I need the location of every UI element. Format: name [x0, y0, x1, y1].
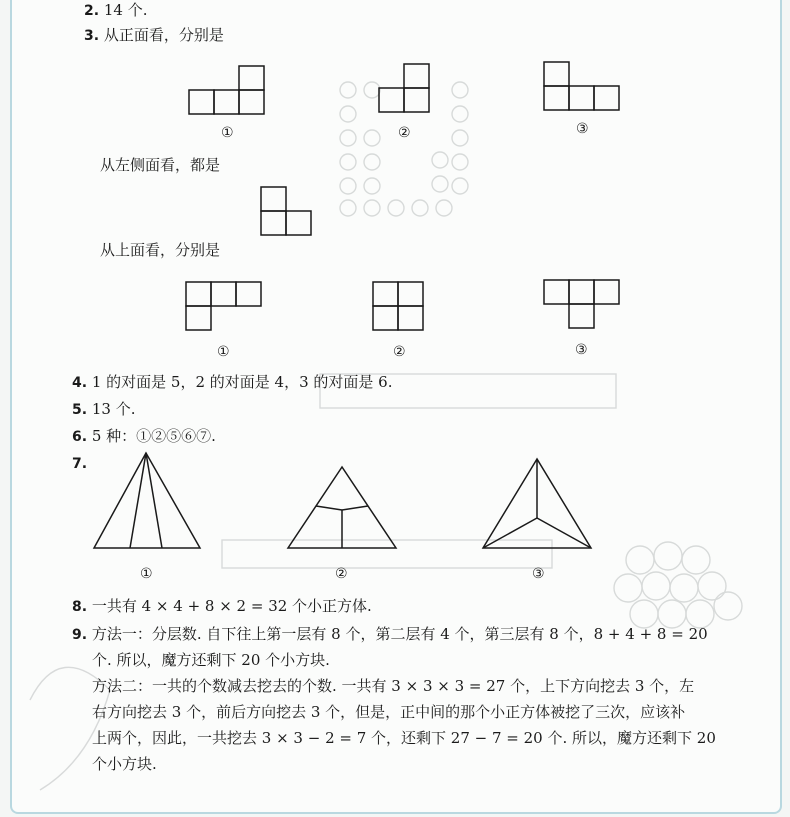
top-view-label-1: ①	[217, 344, 230, 360]
top-view-figure-3	[541, 276, 623, 332]
top-view-figure-2	[370, 278, 426, 334]
top-view-label-3: ③	[575, 342, 588, 358]
answer-9-method2-line2: 右方向挖去 3 个，前后方向挖去 3 个，但是，正中间的那个小正方体被挖了三次，应该补	[92, 703, 686, 721]
answer-6: 6. 5 种：①②⑤⑥⑦.	[72, 427, 216, 445]
triangle-figure-2	[284, 464, 400, 552]
answer-4: 4. 1 的对面是 5，2 的对面是 4，3 的对面是 6.	[72, 373, 393, 391]
answer-9-method1-line1: 9. 方法一：分层数. 自下往上第一层有 8 个，第二层有 4 个，第三层有 8 个，8 + 4 + 8 = 20	[72, 625, 708, 643]
top-view-figure-1	[183, 278, 265, 334]
front-view-label-3: ③	[576, 121, 589, 137]
answer-5: 5. 13 个.	[72, 400, 136, 418]
answer-9-method2-line3: 上两个，因此，一共挖去 3 × 3 − 2 = 7 个，还剩下 27 − 7 = 20 个. 所以，魔方还剩下 20	[92, 729, 716, 747]
triangle-label-2: ②	[335, 566, 348, 582]
triangle-label-1: ①	[140, 566, 153, 582]
top-view-heading: 从上面看，分别是	[100, 241, 221, 259]
triangle-figure-1	[90, 450, 204, 552]
front-view-label-1: ①	[221, 125, 234, 141]
answer-9-method2-line1: 方法二：一共的个数减去挖去的个数. 一共有 3 × 3 × 3 = 27 个，上下方向挖去 3 个，左	[92, 677, 695, 695]
answer-9-method2-line4: 个小方块.	[92, 755, 157, 773]
top-view-label-2: ②	[393, 344, 406, 360]
front-view-label-2: ②	[398, 125, 411, 141]
left-view-heading: 从左侧面看，都是	[100, 156, 221, 174]
front-view-figure-2	[376, 60, 432, 116]
left-view-figure	[258, 183, 314, 239]
answer-8: 8. 一共有 4 × 4 + 8 × 2 = 32 个小正方体.	[72, 597, 372, 615]
answer-7: 7.	[72, 456, 88, 472]
answer-2: 2. 14 个.	[84, 1, 148, 19]
triangle-figure-3	[479, 456, 595, 552]
triangle-label-3: ③	[532, 566, 545, 582]
front-view-figure-3	[541, 58, 623, 114]
answer-3-front: 3. 从正面看，分别是	[84, 26, 224, 44]
front-view-figure-1	[186, 62, 268, 116]
answer-9-method1-line2: 个. 所以，魔方还剩下 20 个小方块.	[92, 651, 330, 669]
